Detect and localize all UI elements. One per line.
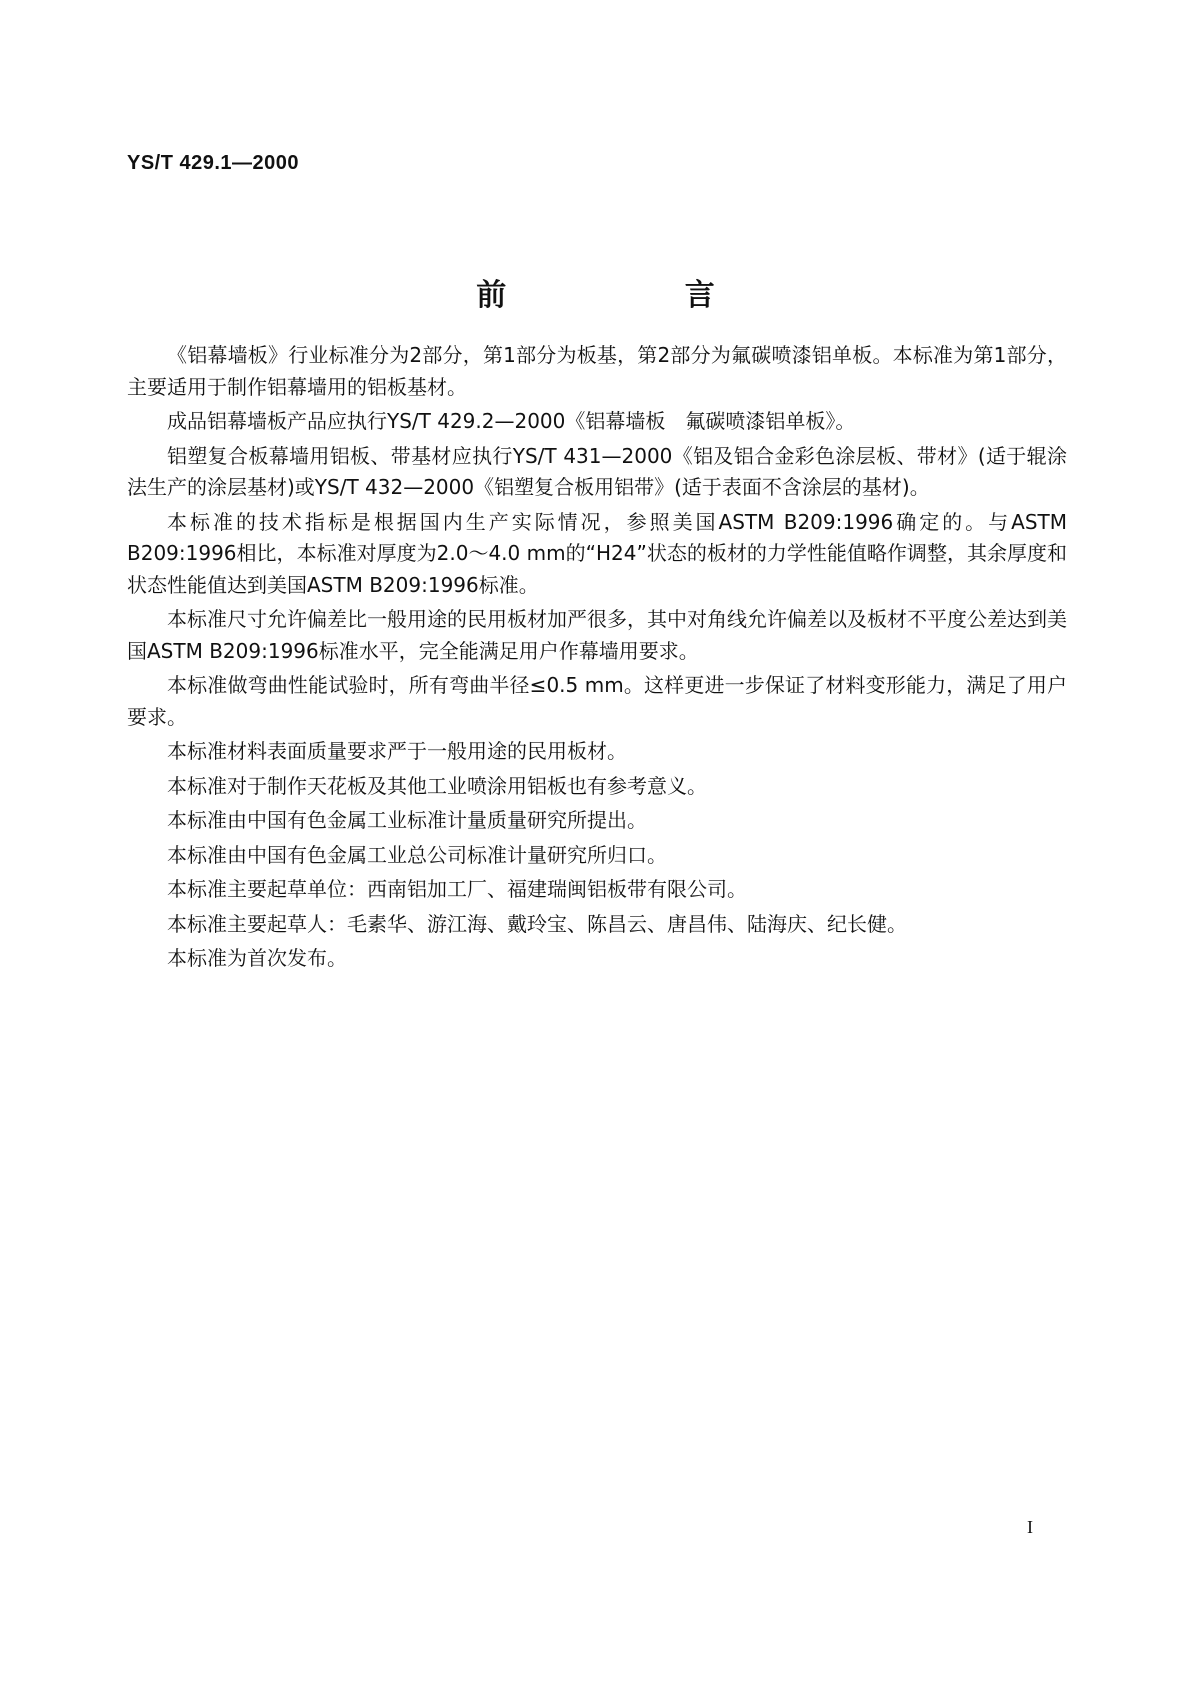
page-title: 前 言 [476,278,799,313]
paragraph: 《铝幕墙板》行业标准分为2部分，第1部分为板基，第2部分为氟碳喷漆铝单板。本标准为第1部分，主要适用于制作铝幕墙用的铝板基材。 [127,343,1067,399]
paragraph: 本标准材料表面质量要求严于一般用途的民用板材。 [167,739,627,763]
paragraph: 本标准主要起草单位：西南铝加工厂、福建瑞闽铝板带有限公司。 [167,877,747,901]
foreword-body [127,340,1067,978]
paragraph: 本标准对于制作天花板及其他工业喷涂用铝板也有参考意义。 [167,773,707,798]
paragraph: 本标准主要起草人：毛素华、游江海、戴玲宝、陈昌云、唐昌伟、陆海庆、纪长健。 [167,911,907,936]
paragraph: 本标准由中国有色金属工业总公司标准计量研究所归口。 [167,842,667,867]
paragraph: 本标准为首次发布。 [167,946,347,970]
paragraph: 铝塑复合板幕墙用铝板、带基材应执行YS/T 431—2000《铝及铝合金彩色涂层板、带材》(适于辊涂法生产的涂层基材)或YS/T 432—2000《铝塑复合板用铝带》(适于表面不含涂层的基材)。 [127,443,1067,499]
paragraph: 本标准由中国有色金属工业标准计量质量研究所提出。 [167,808,647,832]
page-number: I [1027,1517,1033,1537]
paragraph: 本标准做弯曲性能试验时，所有弯曲半径≤0.5 mm。这样更进一步保证了材料变形能力，满足了用户要求。 [127,673,1067,729]
paragraph: 本标准尺寸允许偏差比一般用途的民用板材加严很多，其中对角线允许偏差以及板材不平度公差达到美国ASTM B209:1996标准水平，完全能满足用户作幕墙用要求。 [127,607,1067,663]
paragraph: 本标准的技术指标是根据国内生产实际情况，参照美国ASTM B209:1996确定的。与ASTM B209:1996相比，本标准对厚度为2.0～4.0 mm的“H24”状态的板材的力学性能值略作调整，其余厚度和状态性能值达到美国ASTM B209:1996标准。 [127,509,1067,597]
standard-code: YS/T 429.1—2000 [127,152,300,174]
paragraph: 成品铝幕墙板产品应执行YS/T 429.2—2000《铝幕墙板 氟碳喷漆铝单板》。 [167,409,856,433]
